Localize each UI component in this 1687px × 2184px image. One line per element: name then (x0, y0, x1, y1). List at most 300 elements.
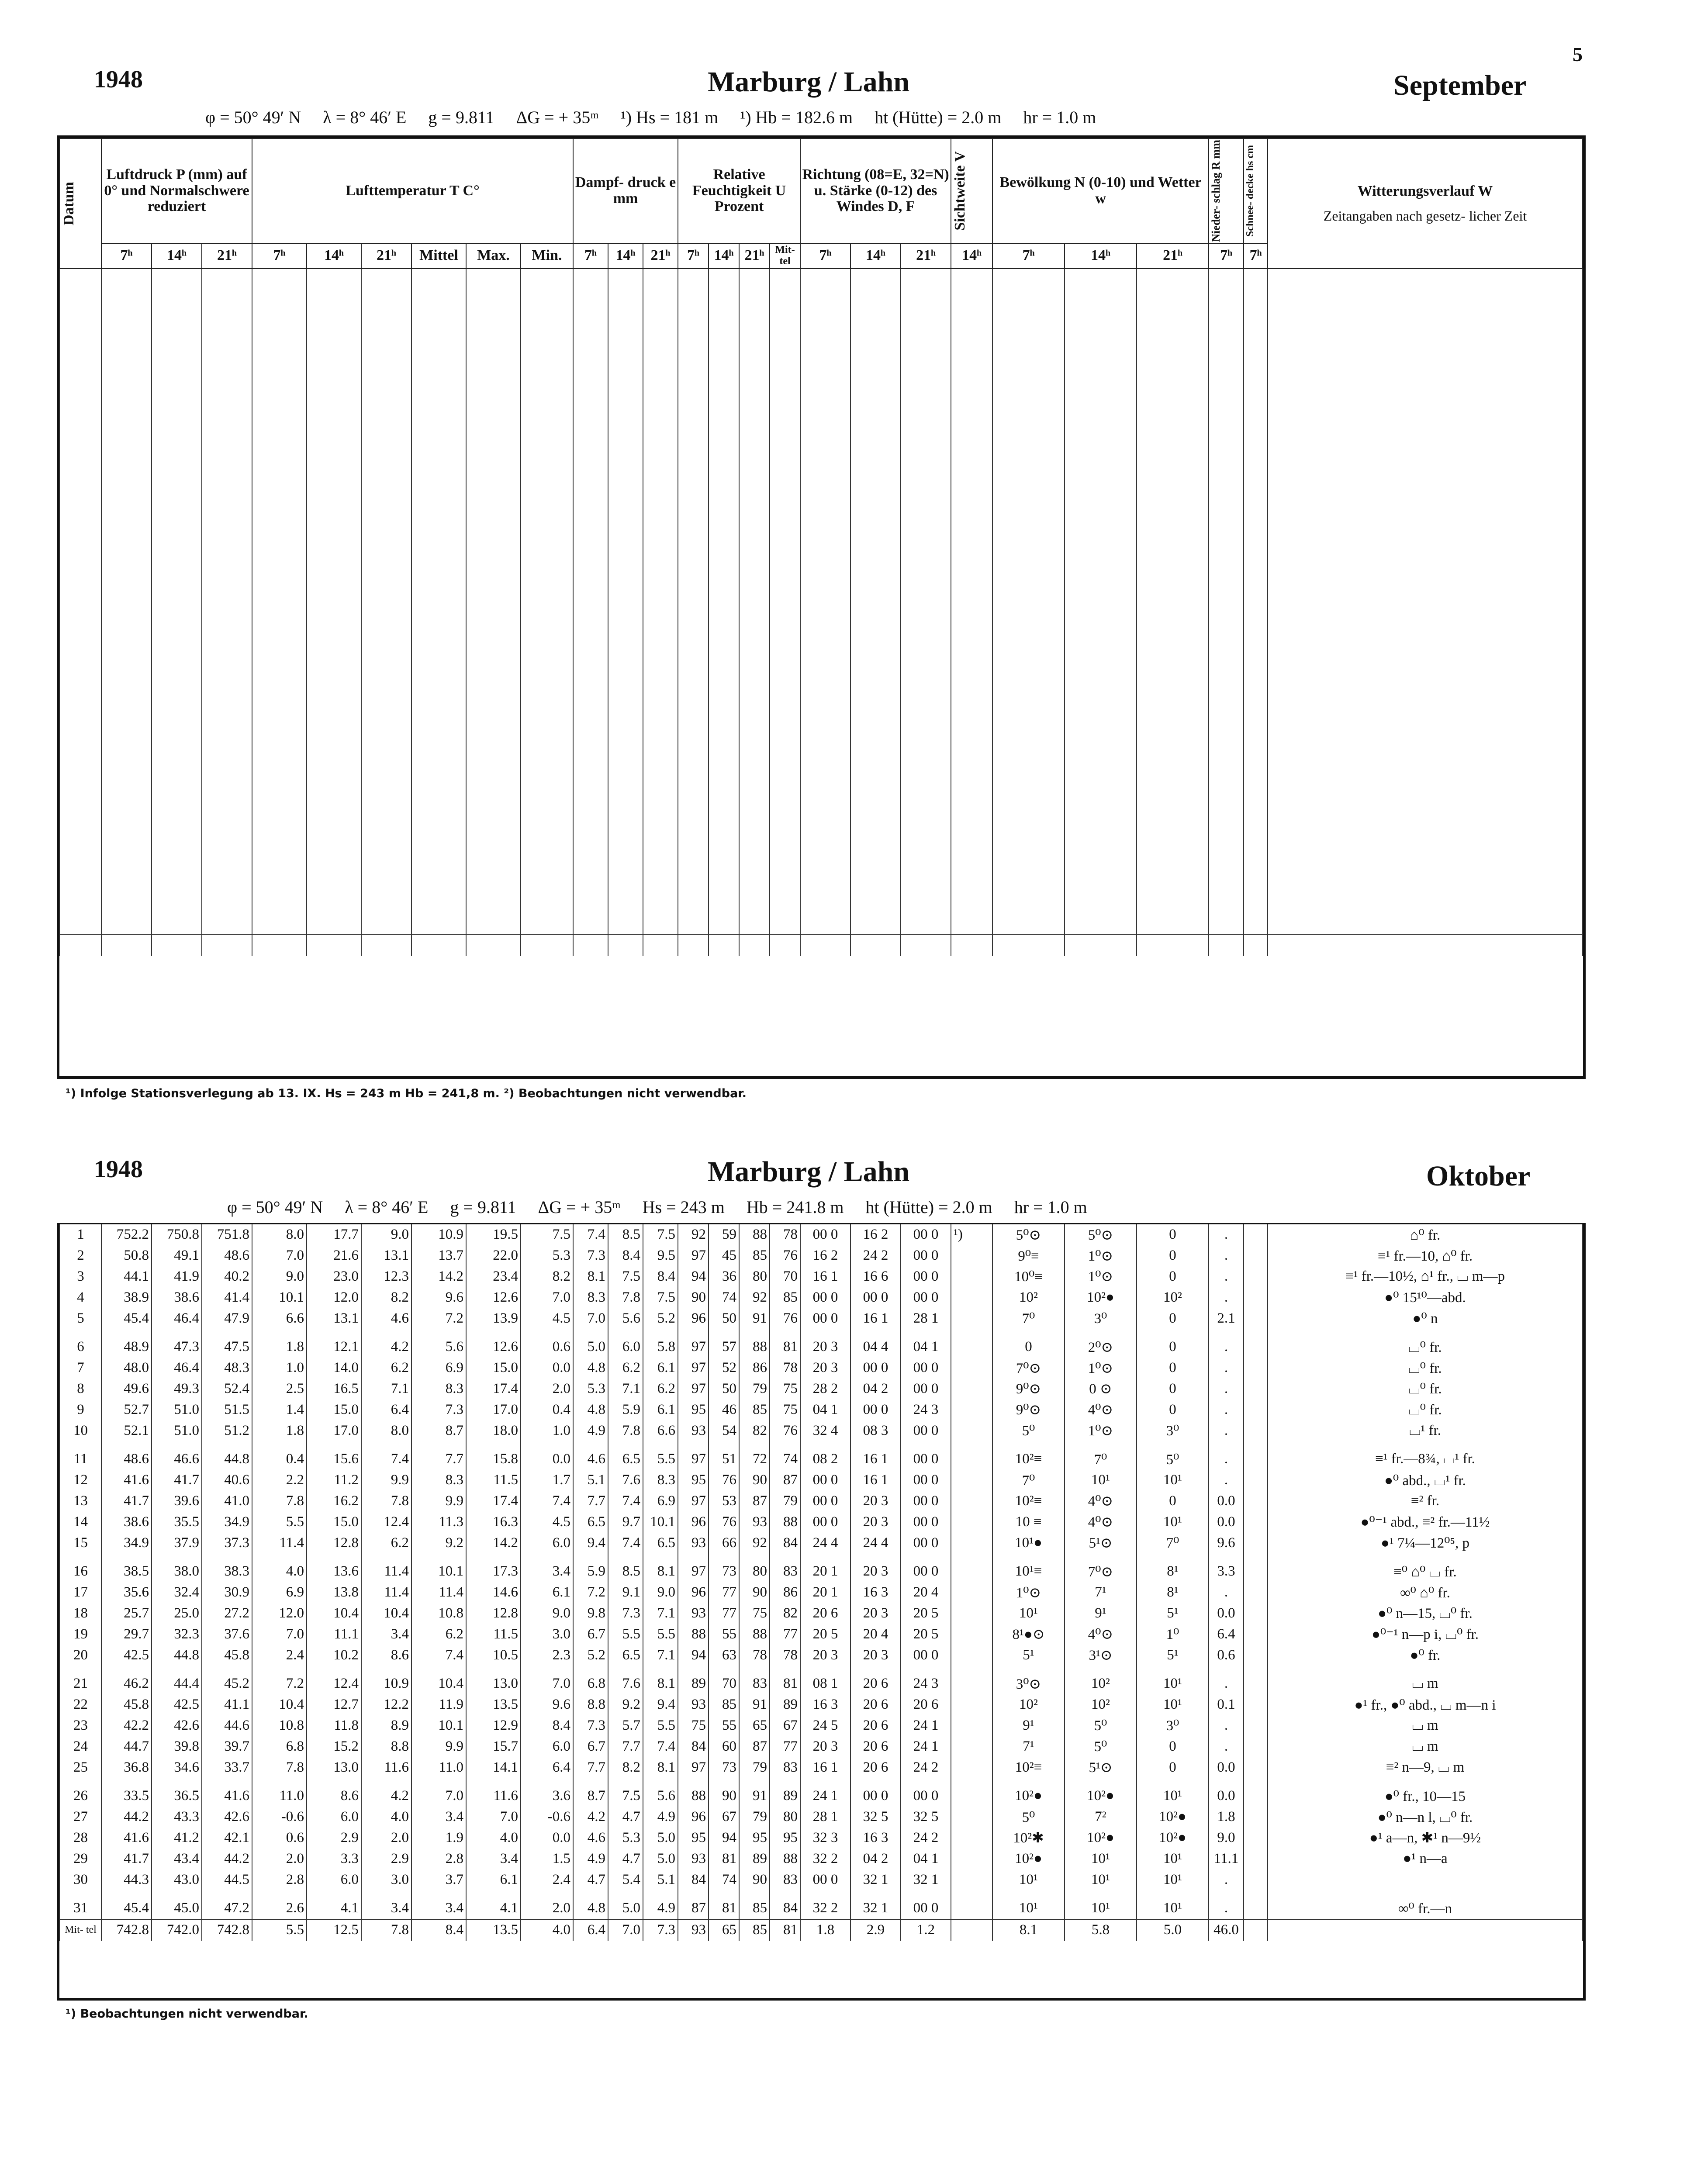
cell-u7 (678, 781, 709, 802)
cell-r (1209, 486, 1244, 515)
cell-ww (1268, 311, 1583, 332)
cell-d: 5 (60, 1308, 101, 1329)
cell-n14: 0 ⊙ (1065, 1379, 1137, 1400)
cell-n7 (992, 373, 1065, 402)
cell-p21: 45.2 (202, 1666, 252, 1694)
mean-row (60, 935, 1583, 956)
cell-t14 (307, 486, 361, 515)
cell-p (101, 423, 152, 444)
cell-p (101, 290, 152, 311)
cell-tn: 6.1 (521, 1582, 573, 1603)
cell-w14: 20 3 (850, 1491, 901, 1512)
cell-d (60, 872, 101, 893)
cell-v (951, 535, 992, 556)
cell-e7: 8.3 (573, 1287, 608, 1308)
cell-u21 (739, 851, 770, 872)
cell-u21 (739, 465, 770, 486)
cell-n7: 7⁰⊙ (992, 1358, 1065, 1379)
cell-u7: 93 (678, 1919, 709, 1941)
cell-u14: 55 (709, 1715, 739, 1736)
cell-px1 (152, 689, 202, 710)
cell-r (1209, 760, 1244, 781)
cell-n7: 10²≡ (992, 1491, 1065, 1512)
cell-e14 (608, 822, 643, 851)
cell-r: 46.0 (1209, 1919, 1244, 1941)
cell-v (951, 311, 992, 332)
hdr-w7: 7ʰ (800, 243, 850, 269)
cell-w7: 1.8 (800, 1919, 850, 1941)
cell-u21: 75 (739, 1603, 770, 1624)
cell-um: 75 (770, 1399, 800, 1420)
cell-r (1209, 444, 1244, 465)
cell-tn: 2.4 (521, 1869, 573, 1890)
cell-tn (521, 311, 573, 332)
cell-tx: 16.3 (466, 1511, 521, 1532)
cell-n7 (992, 311, 1065, 332)
cell-w14: 04 2 (850, 1848, 901, 1869)
cell-v (951, 290, 992, 311)
cell-p21: 41.1 (202, 1694, 252, 1715)
cell-d (60, 935, 101, 956)
cell-e7 (573, 914, 608, 935)
hdr-v14: 14ʰ (951, 243, 992, 269)
cell-tn (521, 290, 573, 311)
cell-u14 (709, 802, 739, 822)
cell-ww: ●⁰⁻¹ n—p i, ⌴⁰ fr. (1268, 1624, 1583, 1645)
cell-u7 (678, 373, 709, 402)
cell-n7: 9⁰⊙ (992, 1379, 1065, 1400)
cell-w7: 20 3 (800, 1736, 850, 1757)
cell-e14: 7.4 (608, 1491, 643, 1512)
cell-p14: 41.7 (152, 1470, 202, 1491)
cell-e14 (608, 914, 643, 935)
cell-tn (521, 486, 573, 515)
cell-t14 (307, 781, 361, 802)
cell-t7: 9.0 (252, 1266, 307, 1287)
cell-px1 (152, 872, 202, 893)
cell-tm: 8.7 (411, 1420, 466, 1441)
cell-d (60, 290, 101, 311)
cell-w7 (800, 689, 850, 710)
cell-e21: 6.9 (643, 1491, 678, 1512)
table-row (60, 1441, 1583, 1470)
cell-w7: 16 2 (800, 1245, 850, 1266)
cell-w14 (850, 893, 901, 914)
cell-t7 (252, 577, 307, 598)
cell-r (1209, 668, 1244, 689)
hdr-r7: 7ʰ (1209, 243, 1244, 269)
cell-v (951, 423, 992, 444)
cell-s (1244, 402, 1268, 423)
cell-e21 (643, 647, 678, 668)
cell-e14 (608, 556, 643, 577)
cell-w21: 00 0 (901, 1491, 951, 1512)
cell-s (1244, 535, 1268, 556)
cell-p7: 48.6 (101, 1441, 152, 1470)
cell-p14: 41.2 (152, 1828, 202, 1849)
cell-t14: 15.2 (307, 1736, 361, 1757)
table-row (60, 1532, 1583, 1553)
cell-um (770, 739, 800, 760)
cell-t7 (252, 935, 307, 956)
cell-w14: 20 3 (850, 1511, 901, 1532)
cell-t14 (307, 311, 361, 332)
cell-p21: 45.8 (202, 1645, 252, 1666)
cell-t7: 7.8 (252, 1757, 307, 1778)
cell-n7: 10¹≡ (992, 1553, 1065, 1582)
cell-d: 29 (60, 1848, 101, 1869)
cell-p (101, 556, 152, 577)
cell-p7: 34.9 (101, 1532, 152, 1553)
cell-t14 (307, 893, 361, 914)
cell-u7 (678, 402, 709, 423)
cell-tm: 1.9 (411, 1828, 466, 1849)
cell-px2 (202, 872, 252, 893)
cell-n21 (1137, 872, 1209, 893)
cell-u14: 85 (709, 1694, 739, 1715)
cell-w14 (850, 668, 901, 689)
cell-r (1209, 689, 1244, 710)
cell-t14: 3.3 (307, 1848, 361, 1869)
cell-d (60, 822, 101, 851)
hdr-e14: 14ʰ (608, 243, 643, 269)
cell-t14: 10.4 (307, 1603, 361, 1624)
cell-um (770, 872, 800, 893)
cell-e14 (608, 598, 643, 626)
cell-t14: 15.6 (307, 1441, 361, 1470)
cell-t14 (307, 465, 361, 486)
cell-u14 (709, 556, 739, 577)
cell-px2 (202, 402, 252, 423)
cell-e21: 5.0 (643, 1828, 678, 1849)
cell-w14 (850, 402, 901, 423)
cell-n21: 3⁰ (1137, 1715, 1209, 1736)
cell-t7: 2.0 (252, 1848, 307, 1869)
cell-v (951, 802, 992, 822)
cell-u7: 97 (678, 1553, 709, 1582)
cell-um: 76 (770, 1420, 800, 1441)
cell-w21 (901, 423, 951, 444)
cell-e14 (608, 290, 643, 311)
cell-d: 2 (60, 1245, 101, 1266)
cell-e14: 5.9 (608, 1399, 643, 1420)
cell-t21: 10.9 (361, 1666, 411, 1694)
cell-tm: 7.7 (411, 1441, 466, 1470)
cell-e21 (643, 290, 678, 311)
cell-r (1209, 514, 1244, 535)
cell-tn: 2.0 (521, 1379, 573, 1400)
cell-p14: 49.3 (152, 1379, 202, 1400)
cell-ww: ⌂⁰ fr. (1268, 1224, 1583, 1245)
cell-e21: 7.5 (643, 1224, 678, 1245)
cell-px1 (152, 710, 202, 739)
cell-e14 (608, 352, 643, 373)
cell-u14 (709, 373, 739, 402)
cell-p7: 48.9 (101, 1329, 152, 1358)
cell-w7 (800, 556, 850, 577)
cell-p21: 48.3 (202, 1358, 252, 1379)
cell-t21: 12.4 (361, 1511, 411, 1532)
cell-t21: 11.4 (361, 1582, 411, 1603)
cell-r: 1.8 (1209, 1807, 1244, 1828)
cell-n14 (1065, 465, 1137, 486)
cell-d: 26 (60, 1778, 101, 1807)
cell-tm (411, 444, 466, 465)
cell-w21: 24 2 (901, 1757, 951, 1778)
cell-u14: 46 (709, 1399, 739, 1420)
cell-u21: 92 (739, 1532, 770, 1553)
cell-u14 (709, 781, 739, 802)
okt-meta: φ = 50° 49′ N λ = 8° 46′ E g = 9.811 ΔG = + 35ᵐ Hs = 243 m Hb = 241.8 m ht (Hütte) = 2.0 m hr = 1.0 m (227, 1197, 1087, 1217)
cell-e14 (608, 465, 643, 486)
cell-tm (411, 486, 466, 515)
cell-p7: 52.1 (101, 1420, 152, 1441)
cell-v (951, 710, 992, 739)
table-row (60, 1603, 1583, 1624)
cell-u7 (678, 598, 709, 626)
cell-t7: 10.1 (252, 1287, 307, 1308)
cell-u21: 85 (739, 1245, 770, 1266)
cell-n21 (1137, 781, 1209, 802)
cell-w7: 28 2 (800, 1379, 850, 1400)
cell-tm: 2.8 (411, 1848, 466, 1869)
cell-e14: 4.7 (608, 1848, 643, 1869)
cell-tm: 7.4 (411, 1645, 466, 1666)
cell-w7 (800, 935, 850, 956)
cell-d: 24 (60, 1736, 101, 1757)
cell-w7 (800, 802, 850, 822)
cell-s (1244, 1869, 1268, 1890)
cell-t14: 13.6 (307, 1553, 361, 1582)
cell-u14 (709, 598, 739, 626)
cell-u7: 94 (678, 1266, 709, 1287)
cell-p7: 41.7 (101, 1491, 152, 1512)
cell-s (1244, 1441, 1268, 1470)
cell-t14: 17.0 (307, 1420, 361, 1441)
cell-tx (466, 423, 521, 444)
cell-um (770, 668, 800, 689)
cell-p7: 41.7 (101, 1848, 152, 1869)
cell-tm: 7.0 (411, 1778, 466, 1807)
cell-tm (411, 465, 466, 486)
cell-r (1209, 402, 1244, 423)
cell-w7: 20 6 (800, 1603, 850, 1624)
cell-tm (411, 935, 466, 956)
cell-px1 (152, 556, 202, 577)
cell-e21 (643, 598, 678, 626)
cell-e21 (643, 802, 678, 822)
cell-tx (466, 760, 521, 781)
cell-e14 (608, 423, 643, 444)
cell-e21 (643, 668, 678, 689)
cell-d (60, 851, 101, 872)
cell-ww (1268, 423, 1583, 444)
cell-w21: 00 0 (901, 1266, 951, 1287)
table-row (60, 1624, 1583, 1645)
cell-tn: 6.0 (521, 1532, 573, 1553)
cell-r: . (1209, 1736, 1244, 1757)
cell-e14 (608, 514, 643, 535)
table-row (60, 1828, 1583, 1849)
cell-w7 (800, 486, 850, 515)
hdr-n14: 14ʰ (1065, 243, 1137, 269)
cell-px1 (152, 423, 202, 444)
cell-e14: 8.4 (608, 1245, 643, 1266)
cell-ww (1268, 352, 1583, 373)
cell-tn (521, 668, 573, 689)
cell-t14 (307, 739, 361, 760)
cell-t7: 5.5 (252, 1919, 307, 1941)
cell-n14 (1065, 914, 1137, 935)
cell-t7: 2.2 (252, 1470, 307, 1491)
cell-t7 (252, 402, 307, 423)
cell-d (60, 556, 101, 577)
cell-r: . (1209, 1470, 1244, 1491)
table-row (60, 332, 1583, 352)
cell-u7 (678, 626, 709, 647)
cell-n7: 3⁰⊙ (992, 1666, 1065, 1694)
cell-tx (466, 352, 521, 373)
cell-tx: 23.4 (466, 1266, 521, 1287)
cell-p14: 45.0 (152, 1890, 202, 1919)
cell-p21: 44.8 (202, 1441, 252, 1470)
cell-ww: ⌴⁰ fr. (1268, 1379, 1583, 1400)
cell-e14: 5.4 (608, 1869, 643, 1890)
cell-r: . (1209, 1245, 1244, 1266)
cell-u14: 73 (709, 1553, 739, 1582)
cell-n7 (992, 935, 1065, 956)
cell-t7: 6.9 (252, 1582, 307, 1603)
cell-d: 9 (60, 1399, 101, 1420)
cell-r: . (1209, 1399, 1244, 1420)
cell-p21: 47.9 (202, 1308, 252, 1329)
cell-tn: 3.0 (521, 1624, 573, 1645)
cell-w14: 16 1 (850, 1441, 901, 1470)
cell-n21 (1137, 444, 1209, 465)
cell-v (951, 914, 992, 935)
cell-r (1209, 935, 1244, 956)
cell-v (951, 556, 992, 577)
cell-e7: 5.1 (573, 1470, 608, 1491)
cell-n7 (992, 668, 1065, 689)
cell-e7 (573, 668, 608, 689)
cell-u14 (709, 710, 739, 739)
cell-p7: 45.8 (101, 1694, 152, 1715)
cell-n21: 1⁰ (1137, 1624, 1209, 1645)
cell-n14: 7² (1065, 1807, 1137, 1828)
cell-w7 (800, 872, 850, 893)
cell-s (1244, 1807, 1268, 1828)
cell-v (951, 1358, 992, 1379)
cell-t21: 3.4 (361, 1890, 411, 1919)
cell-ww: ∞⁰ fr.—n (1268, 1890, 1583, 1919)
col-nieder: Nieder- schlag R mm (1209, 138, 1244, 243)
cell-tx (466, 872, 521, 893)
cell-r: . (1209, 1890, 1244, 1919)
cell-e21 (643, 402, 678, 423)
cell-e7: 4.2 (573, 1807, 608, 1828)
cell-s (1244, 802, 1268, 822)
cell-t21 (361, 739, 411, 760)
cell-e7: 5.0 (573, 1329, 608, 1358)
cell-t7: -0.6 (252, 1807, 307, 1828)
cell-v (951, 1308, 992, 1329)
cell-u7 (678, 577, 709, 598)
cell-w14: 32 5 (850, 1807, 901, 1828)
cell-n14 (1065, 535, 1137, 556)
cell-e21 (643, 444, 678, 465)
cell-tx (466, 514, 521, 535)
cell-tm (411, 352, 466, 373)
cell-tn (521, 535, 573, 556)
cell-w14: 16 3 (850, 1582, 901, 1603)
cell-ww: ●⁰ n—n l, ⌴⁰ fr. (1268, 1807, 1583, 1828)
cell-p (101, 935, 152, 956)
cell-n14: 10² (1065, 1694, 1137, 1715)
cell-s (1244, 1666, 1268, 1694)
cell-u14: 52 (709, 1358, 739, 1379)
cell-t7: 12.0 (252, 1603, 307, 1624)
cell-tx (466, 577, 521, 598)
cell-t21 (361, 352, 411, 373)
cell-w14: 20 3 (850, 1553, 901, 1582)
cell-s (1244, 1420, 1268, 1441)
cell-d: 27 (60, 1807, 101, 1828)
cell-p14: 42.5 (152, 1694, 202, 1715)
cell-tn (521, 373, 573, 402)
cell-e21 (643, 423, 678, 444)
cell-e14: 5.7 (608, 1715, 643, 1736)
cell-e21 (643, 781, 678, 802)
cell-p (101, 647, 152, 668)
cell-s (1244, 1266, 1268, 1287)
cell-u21 (739, 352, 770, 373)
cell-e7 (573, 802, 608, 822)
cell-e7: 7.4 (573, 1224, 608, 1245)
cell-e14: 9.1 (608, 1582, 643, 1603)
cell-n14: 10¹ (1065, 1890, 1137, 1919)
cell-p (101, 710, 152, 739)
cell-n21: 10¹ (1137, 1848, 1209, 1869)
cell-d: 3 (60, 1266, 101, 1287)
cell-n7 (992, 872, 1065, 893)
cell-p7: 45.4 (101, 1890, 152, 1919)
cell-ww: ⌴¹ fr. (1268, 1420, 1583, 1441)
cell-px1 (152, 914, 202, 935)
cell-tm (411, 311, 466, 332)
col-sicht: Sichtweite V (951, 138, 992, 243)
cell-e7: 7.3 (573, 1245, 608, 1266)
cell-p14: 43.3 (152, 1807, 202, 1828)
cell-v (951, 269, 992, 290)
cell-tm: 10.8 (411, 1603, 466, 1624)
cell-d: 6 (60, 1329, 101, 1358)
cell-um: 86 (770, 1582, 800, 1603)
cell-w7: 00 0 (800, 1869, 850, 1890)
cell-u14: 59 (709, 1224, 739, 1245)
cell-p21: 37.3 (202, 1532, 252, 1553)
cell-t21 (361, 290, 411, 311)
cell-w21: 28 1 (901, 1308, 951, 1329)
cell-u14 (709, 626, 739, 647)
cell-t21 (361, 893, 411, 914)
cell-u21 (739, 373, 770, 402)
cell-w7 (800, 311, 850, 332)
cell-n14 (1065, 872, 1137, 893)
cell-e7: 4.7 (573, 1869, 608, 1890)
cell-n21 (1137, 514, 1209, 535)
cell-w7 (800, 352, 850, 373)
